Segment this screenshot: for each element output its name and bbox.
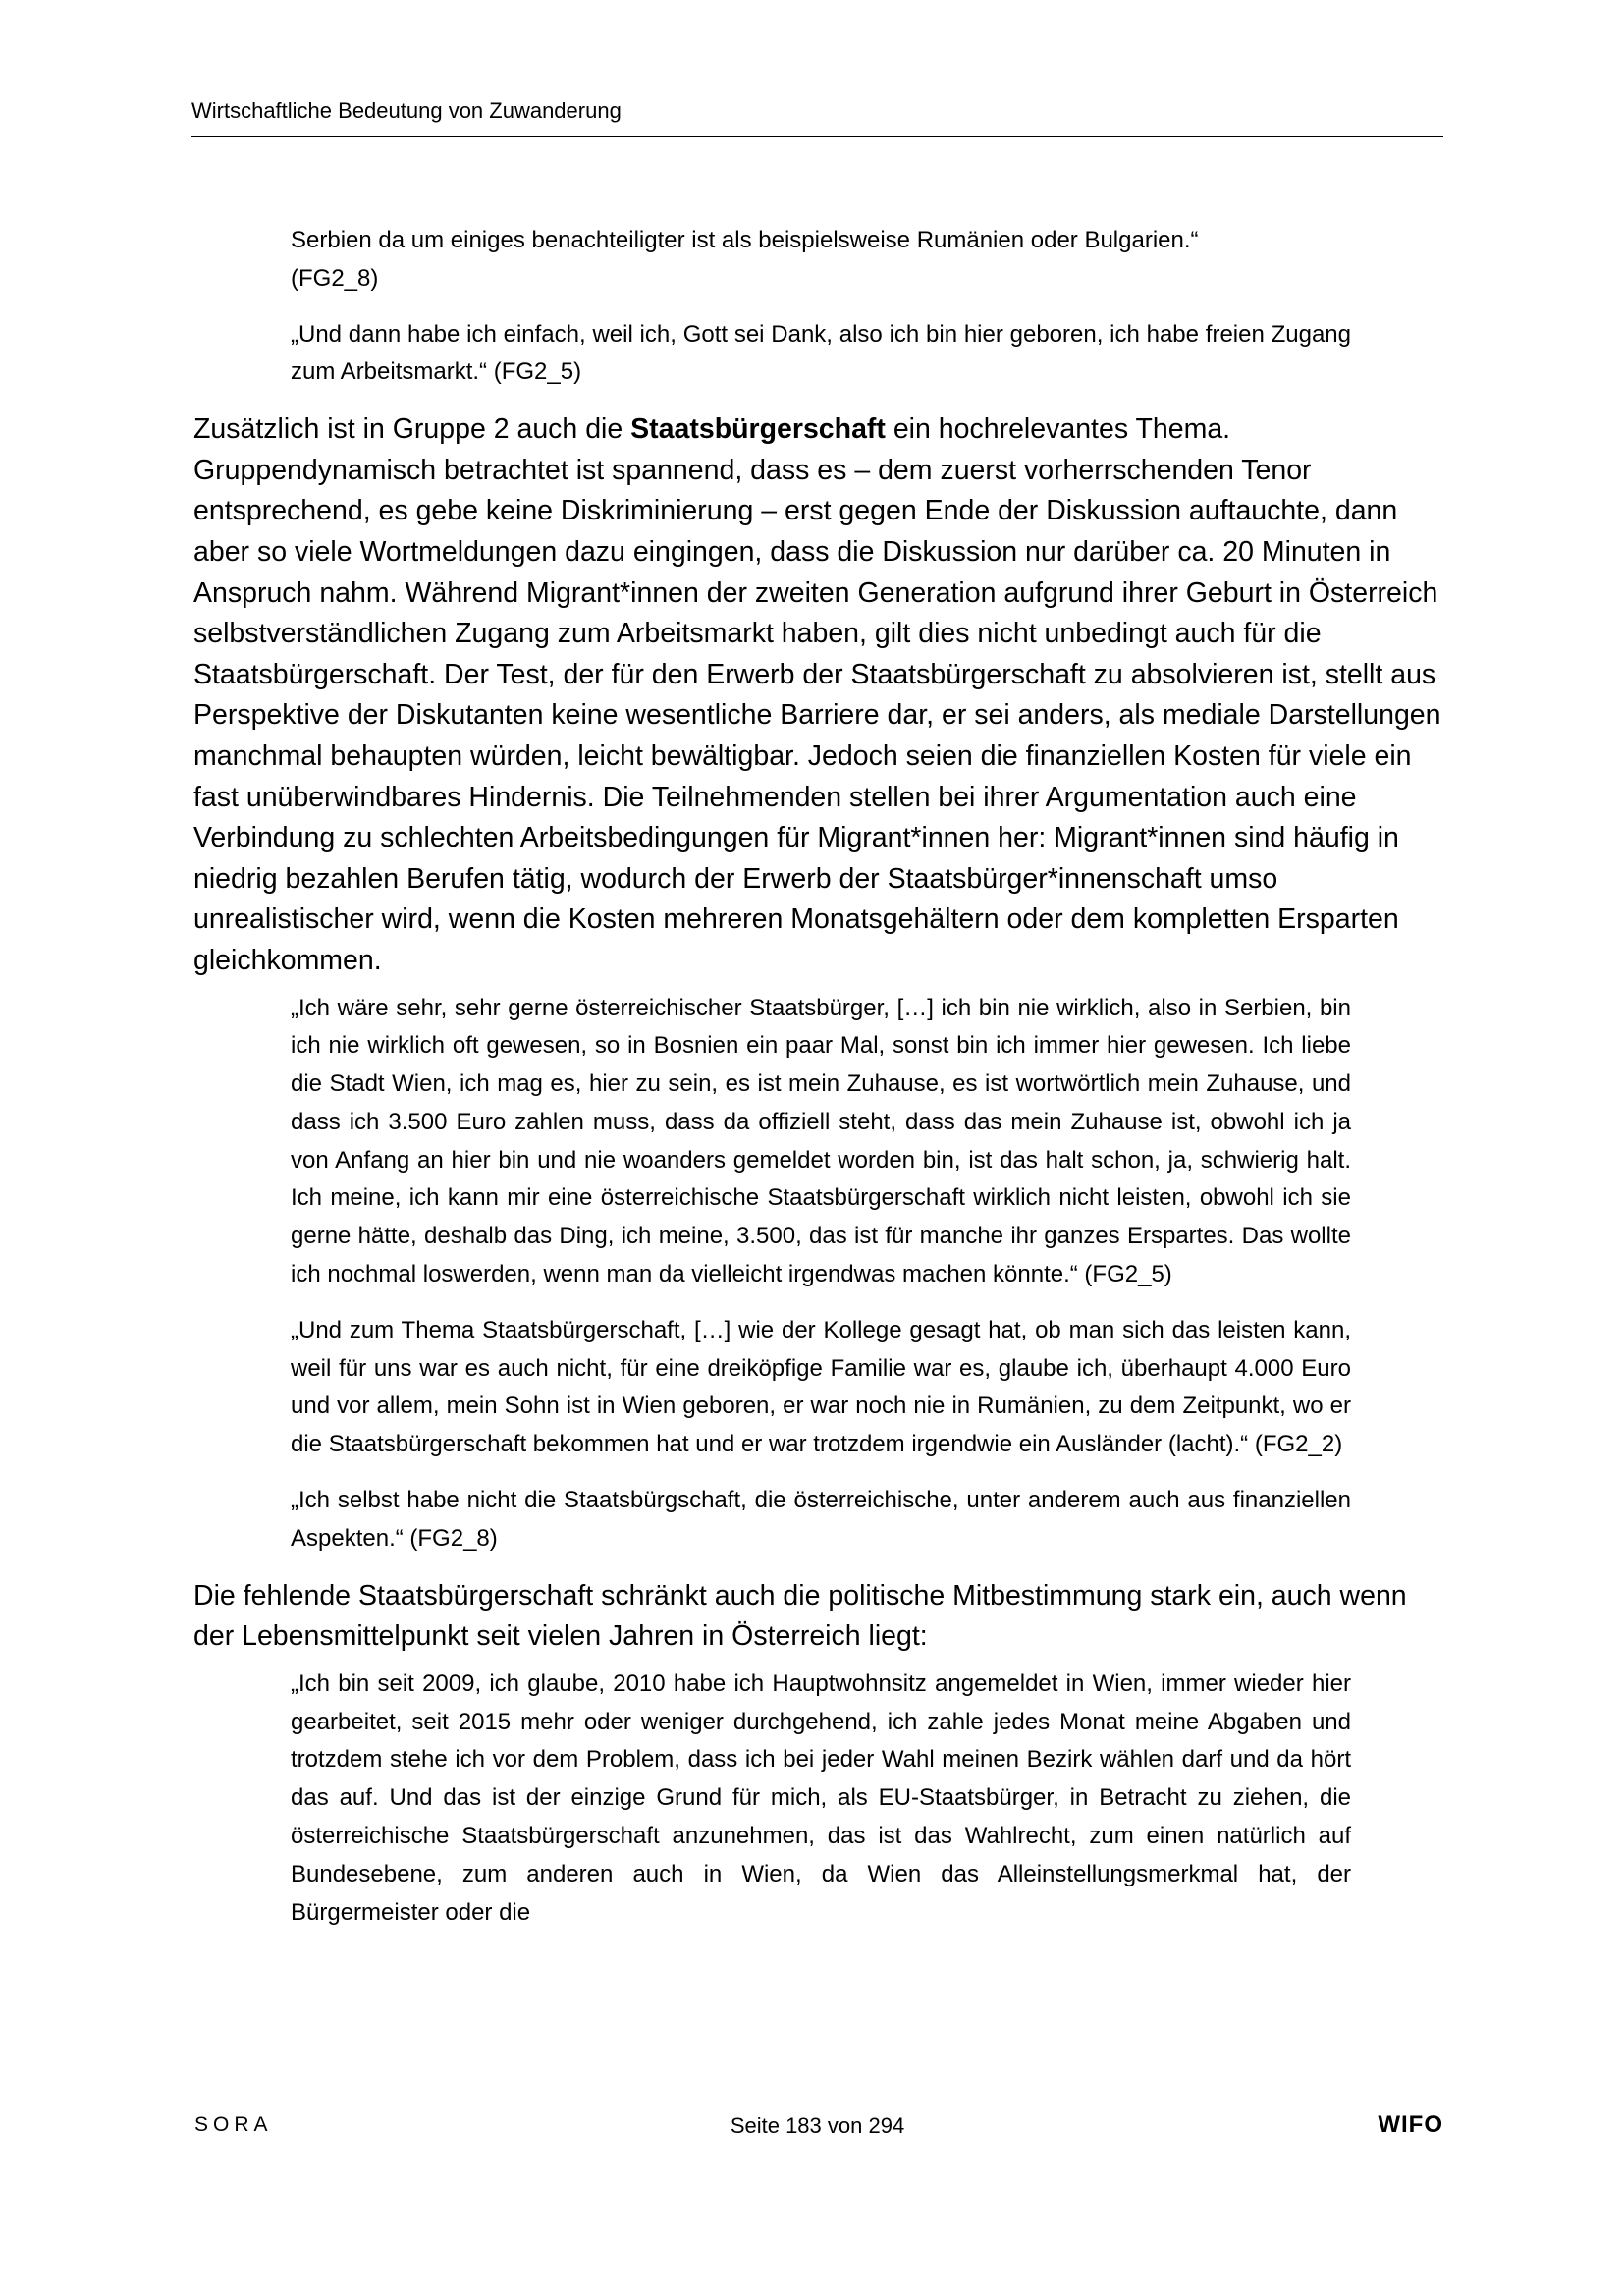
quote-block: „Und dann habe ich einfach, weil ich, Gott sei Dank, also ich bin hier geboren, ich habe freien Zugang zum Arbeitsmarkt.“ (FG2_5) xyxy=(291,320,1351,386)
quote-block: „Und zum Thema Staatsbürgerschaft, […] wie der Kollege gesagt hat, ob man sich das leisten kann, weil für uns war es auch nicht, für eine dreiköpfige Familie war es, glaube ich, überhaupt 4.000 Euro und vor allem, mein Sohn ist in Wien geboren, er war noch nie in Rumänien, zu dem Zeitpunkt, wo er die Staatsbürgerschaft bekommen hat und er war trotzdem irgendwie ein Ausländer (lacht).“ (FG2_2) xyxy=(291,1316,1351,1458)
quote-block: „Ich bin seit 2009, ich glaube, 2010 habe ich Hauptwohnsitz angemeldet in Wien, immer wieder hier gearbeitet, seit 2015 mehr oder weniger durchgehend, ich zahle jedes Monat meine Abgaben und trotzdem stehe ich vor dem Problem, dass ich bei jeder Wahl meinen Bezirk wählen darf und da hört das auf. Und das ist der einzige Grund für mich, als EU-Staatsbürger, in Betracht zu ziehen, die österreichische Staatsbürgerschaft anzunehmen, das ist das Wahlrecht, zum einen natürlich auf Bundesebene, zum anderen auch in Wien, da Wien das Alleinstellungsmerkmal hat, der Bürgermeister oder die xyxy=(291,1669,1351,1926)
page-header xyxy=(191,96,1443,137)
quote-reference: (FG2_8) xyxy=(291,264,379,292)
quote-block: „Ich selbst habe nicht die Staatsbürgschaft, die österreichische, unter anderem auch aus finanziellen Aspekten.“ (FG2_8) xyxy=(291,1487,1351,1552)
paragraph-text: Zusätzlich ist in Gruppe 2 auch die xyxy=(193,413,631,446)
footer-wifo-logo: WIFO xyxy=(1378,2111,1443,2138)
bold-term: Staatsbürgerschaft xyxy=(630,413,886,446)
quote-block xyxy=(291,222,1351,299)
body-paragraph: Die fehlende Staatsbürgerschaft schränkt auch die politische Mitbestimmung stark ein, auch wenn der Lebensmittelpunkt seit vielen Jahren in Österreich liegt: xyxy=(193,1579,1407,1653)
page-number: Seite 183 von 294 xyxy=(730,2113,905,2138)
body-paragraph xyxy=(193,410,1445,981)
quote-text: Serbien da um einiges benachteiligter ist als beispielsweise Rumänien oder Bulgarien.“ xyxy=(291,227,1199,253)
page-footer xyxy=(191,2113,1443,2149)
header-title: Wirtschaftliche Bedeutung von Zuwanderung xyxy=(191,96,1443,137)
quote-block: „Ich wäre sehr, sehr gerne österreichischer Staatsbürger, […] ich bin nie wirklich, also in Serbien, bin ich nie wirklich oft gewesen, so in Bosnien ein paar Mal, sonst bin ich immer hier gewesen. Ich liebe die Stadt Wien, ich mag es, hier zu sein, es ist mein Zuhause, es ist wortwörtlich mein Zuhause, und dass ich 3.500 Euro zahlen muss, dass da offiziell steht, dass das mein Zuhause ist, obwohl ich ja von Anfang an hier bin und nie woanders gemeldet worden bin, ist das halt schon, ja, schwierig halt. Ich meine, ich kann mir eine österreichische Staatsbürgerschaft wirklich nicht leisten, obwohl ich sie gerne hätte, deshalb das Ding, ich meine, 3.500, das ist für manche ihr ganzes Erspartes. Das wollte ich nochmal loswerden, wenn man da vielleicht irgendwas machen könnte.“ (FG2_5) xyxy=(291,994,1351,1288)
paragraph-text: ein hochrelevantes Thema. Gruppendynamisch betrachtet ist spannend, dass es – dem zuerst vorherrschenden Tenor entsprechend, es gebe keine Diskriminierung – erst gegen Ende der Diskussion auftauchte, dann aber so viele Wortmeldungen dazu eingingen, dass die Diskussion nur darüber ca. 20 Minuten in Anspruch nahm. Während Migrant*innen der zweiten Generation aufgrund ihrer Geburt in Österreich selbstverständlichen Zugang zum Arbeitsmarkt haben, gilt dies nicht unbedingt auch für die Staatsbürgerschaft. Der Test, der für den Erwerb der Staatsbürgerschaft zu absolvieren ist, stellt aus Perspektive der Diskutanten keine wesentliche Barriere dar, er sei anders, als mediale Darstellungen manchmal behaupten würden, leicht bewältigbar. Jedoch seien die finanziellen Kosten für viele ein fast unüberwindbares Hindernis. Die Teilnehmenden stellen bei ihrer Argumentation auch eine Verbindung zu schlechten Arbeitsbedingungen für Migrant*innen her: Migrant*innen sind häufig in niedrig bezahlen Berufen tätig, wodurch der Erwerb der Staatsbürger*innenschaft umso unrealistischer wird, wenn die Kosten mehreren Monatsgehältern oder dem kompletten Ersparten gleichkommen. xyxy=(193,413,1441,976)
page-content xyxy=(193,222,1445,1949)
footer-sora-logo: SORA xyxy=(194,2113,273,2136)
